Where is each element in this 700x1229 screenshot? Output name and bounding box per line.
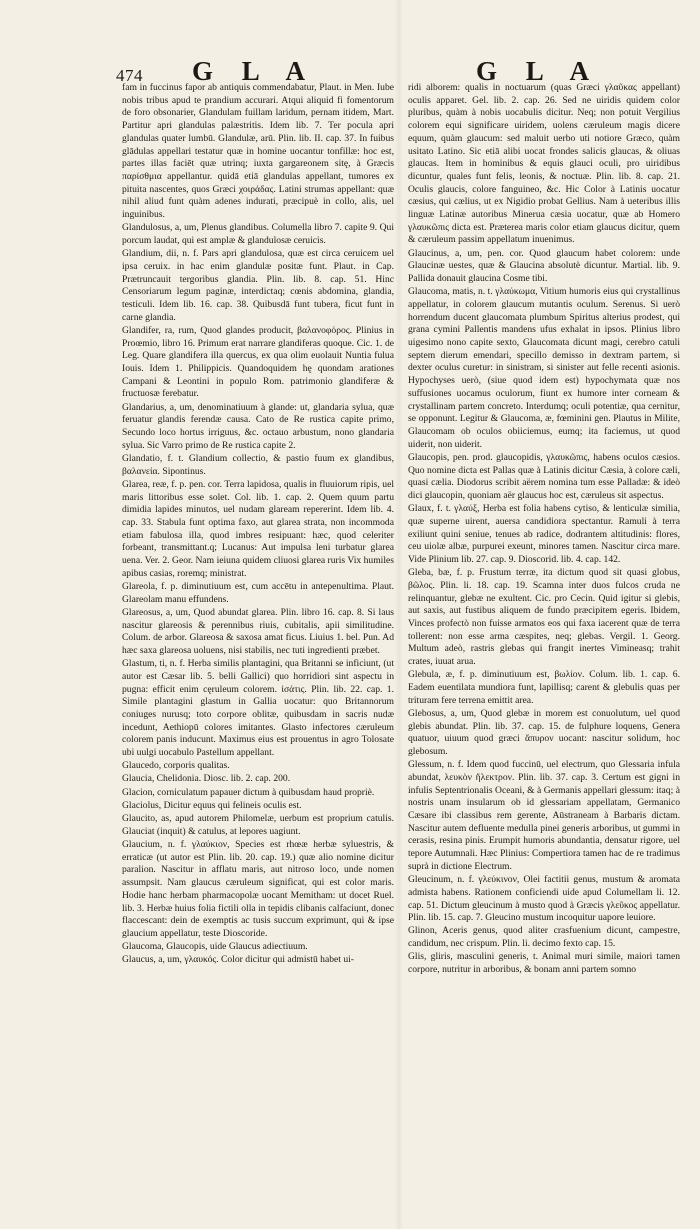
dictionary-entry: Glaucium, n. f. γλαύκιον, Species est rhœæ herbæ syluestris, & erraticæ (ut autor est Plin. lib. 20. cap. 19.) quæ alio nomine dicitur paralion. Nascitur in afflatu maris, aut nitroso loco, unde nomen assumpsit. Nam glaucus cæruleum significat, qui est color maris. Hodie hanc herbam pharmacopolæ uocant Memitham: ut docet Ruel. lib. 3. Herbæ huius folia fictili olla in tepidis clibanis calfaciunt, donec flaccescant: dein de exemptis ac tusis succum exprimunt, qui & ipse glaucium appellatur, teste Dioscoride. bbox=[122, 838, 394, 939]
dictionary-entry: Glaucedo, corporis qualitas. bbox=[122, 760, 230, 772]
dictionary-entry: Glaucito, as, apud autorem Philomelæ, uerbum est proprium catulis. Glauciat (inquit) & catulus, at lepores uagiunt. bbox=[122, 813, 394, 837]
dictionary-entry: Glaucia, Chelidonia. Diosc. lib. 2. cap. 200. bbox=[122, 773, 291, 785]
running-head-left: G L A bbox=[192, 56, 317, 86]
dictionary-entry: Glebosus, a, um, Quod glebæ in morem est conuolutum, uel quod glebis abundat. Plin. lib. 37. cap. 15. de fulphure loquens, Genera quatuor, uiuum quod græci ἄπυρον uocant: nascitur solidum, hoc glebosum. bbox=[408, 707, 680, 758]
dictionary-entry: Glandium, dii, n. f. Pars apri glandulosa, quæ est circa ceruicem uel ipsa ceruix. in hac enim glandulæ positæ funt. Plaut. in Cap. Prætruncauit tergoribus glandia. Plin. lib. 8. cap. 51. Hinc Censoriarum legum paginæ, interdictaq; cœnis abdomina, glandia, testiculi. Idem lib. 16. cap. 38. Quibusdā funt tubera, ficut funt in carne glandia. bbox=[122, 248, 394, 323]
dictionary-entry: Glaciolus, Dicitur equus qui felineis oculis est. bbox=[122, 799, 302, 811]
dictionary-entry: Glandatio, f. t. Glandium collectio, & pastio fuum ex glandibus, βαλανεία. Sipontinus. bbox=[122, 452, 394, 477]
dictionary-entry: Glastum, ti, n. f. Herba similis plantagini, qua Britanni se inficiunt, (ut autor est Cæsar lib. 5. belli Gallici) quo horridiori sint aspectu in pugna: efficit enim cęruleum colorem. ἰσάτις. Plin. lib. 22. cap. 1. Simile plantagini glastum in Gallia uocatur: quo Britannorum coniuges nurusq; toto corpore oblitæ, quibusdam in sacris nudæ incedunt, Aethiopū colores imitantes. Glasto infectores cæruleum colorem panis inducunt. Maximus eius est prouentus in agro Tolosate ubi uulgi uocabulo Pastellum appellant. bbox=[122, 658, 394, 759]
dictionary-entry: Glaucoma, matis, n. t. γλαύκωμα, Vitium humoris eius qui crystallinus appellatur, in colorem glaucum mutantis oculum. Serenus. Si uerò horrendum ducent glaucomata plumbum Spiritus alterius prodest, qui grana cymini Pallentis mandens ufus exhalat in ipsos. Plinius libro uigesimo nono capite sexto, Glaucomata dicunt magi, cerebro catuli septem dierum emendari, specillo demisso in dextram partem, si dexter oculus curetur: in sinistram, si sinister aut felle recenti asionis. Hypochyses uerò, (siue quod idem est) hypochymata quæ nos suffusiones uocamus oculorum, fiunt ex humore inter corneam & crystallinam partem concreto. Interdumq; oculi potentiæ, qua cernitur, se opponunt. Legitur & Glaucoma, æ, fœminini gen. Plautus in Milite, Glaucomam ob oculos obiiciemus, eumq; ita faciemus, ut quod uiderit, non uiderit. bbox=[408, 286, 680, 450]
running-head-right: G L A bbox=[476, 56, 601, 86]
left-column bbox=[122, 82, 394, 968]
dictionary-entry: Glaucus, a, um, γλαυκός. Color dicitur qui admistū habet ui- bbox=[122, 954, 354, 966]
dictionary-entry: Gleucinum, n. f. γλεύκινον, Olei factitii genus, mustum & aromata admista habens. Rationem conficiendi uide apud Columellam li. 12. cap. 51. Dictum gleucinum à musto quod à Græcis γλεῦκος appellatur. Plin. lib. 15. cap. 7. Gleucino mustum incoquitur uapore leuiore. bbox=[408, 874, 680, 924]
dictionary-entry: Glandulosus, a, um, Plenus glandibus. Columella libro 7. capite 9. Qui porcum laudat, qui est amplæ & glandulosæ ceruicis. bbox=[122, 222, 394, 246]
dictionary-entry: Glarea, reæ, f. p. pen. cor. Terra lapidosa, qualis in fluuiorum ripis, uel maris littoribus esse solet. Col. lib. 1. cap. 2. Quem quum partu dimidia lapides minutos, uel nudam glaream repererint. Idem lib. 4. cap. 33. Stabula funt optima faxo, aut glarea strata, non incommoda etiam fabulosa illa, quod imbres resipuant: hæc, quod celeriter forbeant, transmittant.q; Lucanus: Aut impulsa leni turbatur glarea uena. Ver. 2. Geor. Nam ieiuna quidem cliuosi glarea ruris Vix humiles apibus casias, roremq; ministrat. bbox=[122, 478, 394, 579]
dictionary-entry: Glebula, æ, f. p. diminutiuum est, βωλίον. Colum. lib. 1. cap. 6. Eadem euentilata mundiora funt, lapillisq; carent & glebulis quas per trituram fere terrena emittit area. bbox=[408, 669, 680, 706]
dictionary-entry: Glaucinus, a, um, pen. cor. Quod glaucum habet colorem: unde Glaucinæ uestes, quæ & Glaucina absolutè dicuntur. Martial. lib. 9. Pallida donauit glaucina Cosme tibi. bbox=[408, 247, 680, 285]
dictionary-entry: Glaucoma, Glaucopis, uide Glaucus adiectiuum. bbox=[122, 941, 308, 953]
dictionary-entry: Glandifer, ra, rum, Quod glandes producit, βαλανοφόρος. Plinius in Proœmio, libro 16. Primum erat narrare glandiferas quoque. Cic. 1. de Leg. Quare glandifera illa quercus, ex qua olim euolauit Nuntia fulua Iouis. Idem 1. Philippicis. Quandoquidem hę quondam arationes Campani & Leontini in populo Rom. patrimonio glandiferæ & fructuosæ ferebatur. bbox=[122, 324, 394, 400]
dictionary-entry: Glis, gliris, masculini generis, t. Animal muri simile, maiori tamen corpore, nutritur in arboribus, & bonam anni partem somno bbox=[408, 951, 680, 976]
dictionary-entry: Glaucopis, pen. prod. glaucopidis, γλαυκῶπις, habens oculos cæsios. Quo nomine dicta est Pallas quæ à Latinis dicitur Cæsia, à colore cæli, quasi cælia. Diodorus scribit aërem nomina tum esse Palladæ: & ideò dici glaucopin, quoniam aër glaucus hoc est, cæruleus sit aspectus. bbox=[408, 451, 680, 501]
dictionary-entry: Glandarius, a, um, denominatiuum à glande: ut, glandaria sylua, quæ feruatur glandis ferendæ causa. Cato de Re rustica capite primo, Secundo loco hortus irriguus, &c. octauo arbustum, nono glandaria sylua. Sic Varro primo de Re rustica capite 2. bbox=[122, 401, 394, 451]
dictionary-entry: fam in fuccinus fapor ab antiquis commendabatur, Plaut. in Men. Iube nobis tribus apud te prandium accurari. Atqui aliquid fi fomentorum de foro obsonarier, Glandulam fuillam laridum, pernam itidem, Mart. Partitur apri glandulas palæstritis. Idem lib. 7. Ter pocula apri glandulas quater lumbū. Glandulæ, arū. Plin. lib. II. cap. 37. In fuibus glādulas appellari testatur quæ in homine uocantur tonfillæ: hoc est, partes illas faciēt quæ utrinq; iuxta gargareonem sitę, à Græcis παρίσθμια appellantur. quidā etiā glandulas appellant, tumores ex pituita nascentes, quos Græci χοιράδας. Latini strumas appellant: quæ nihil aliud funt quàm adenes indurati, præcipuè in collo, alis, uel inguinibus. bbox=[122, 82, 394, 221]
dictionary-entry: Glessum, n. f. Idem quod fuccinū, uel electrum, quo Glessaria infula abundat, λευκὸν ἤλεκτρον. Plin. lib. 37. cap. 3. Certum est gigni in infulis Septentrionalis Oceani, & à Germanis appellari glessum: itaq; à nostris unam insularum ob id glessariam appellatam, Germanico Cæsare ibi classibus rem gerente, Aūstraneam à Barbaris dictam. Nascitur autem defluente medulla pinei generis arboribus, ut gummi in cerasis, resina pinis. Erumpit humoris abundantia, densatur rigore, uel tepore Autumnali. Hæc Plinius: Compertiora tamen hac de re tradimus suprà in dictione Electrum. bbox=[408, 759, 680, 872]
right-column bbox=[408, 82, 680, 977]
dictionary-entry: Glareosus, a, um, Quod abundat glarea. Plin. libro 16. cap. 8. Si laus nascitur glareosis & perennibus riuis, cubitalis, apii similitudine. Colum. de arbor. Glareosa & saxosa amat ficus. Liuius 1. bel. Pun. Ad hæc saxa glareosa uoluens, nisi stabilis, nec tuti ingredienti præbet. bbox=[122, 606, 394, 656]
dictionary-entry: ridi alborem: qualis in noctuarum (quas Græci γλαῦκας appellant) oculis apparet. Gel. lib. 2. cap. 26. Sed ne uiridis quidem color pluribus, quàm à nobis uocabulis dicitur. Neq; non potuit Vergilius colorem equi significare uiridem, uolens cæruleum magis dicere equum, quàm glaucum: sed maluit uerbo uti notiore Græco, quàm usitato Latino. Sic etiā alibi uocat frondes salicis glaucas, & oliuas glaucas. Item in hominibus & equis glauci oculi, pro uiridibus dicuntur, quales funt felis, leonis, & noctuæ. Plin. lib. 8. cap. 21. Oculis glaucis, colore fanguineo, &c. Hic Color à Latinis uocatur cæsius, qui cælius, ut ex Nigidio probat Gellius. Nam à ueteribus illis linguæ Latinæ autoribus Minerua cæsia uocatur, quæ ab Homero γλαυκῶπις dicta est. Præterea maris color etiam glaucus dicitur, quem & cæruleum passim appellatum inuenimus. bbox=[408, 82, 680, 246]
dictionary-entry: Glacion, corniculatum papauer dictum à quibusdam haud propriè. bbox=[122, 786, 375, 798]
dictionary-entry: Glaux, f. t. γλαύξ, Herba est folia habens cytiso, & lenticulæ similia, quæ superne uirent, auersa candidiora spectantur. Ramuli à terra exiliunt quini seniue, tenues ab radice, dodrantem altitudinis: flores, ceu uiolæ albæ, purpurei exeunt, minores tamen. Nascitur circa mare. Vide Plinium lib. 27. cap. 9. Dioscorid. lib. 4. cap. 142. bbox=[408, 503, 680, 566]
dictionary-entry: Gleba, bæ, f. p. Frustum terræ, ita dictum quod sit quasi globus, βῶλος. Plin. li. 18. cap. 19. Scamna inter duos fulcos cruda ne relinquantur, glebæ ne exultent. Cic. pro Cecin. Quid igitur si glebis, aut saxis, aut fustibus aliquem de fundo præcipitem egeris. Ibidem, Vinces profectò non fuisse armatos eos qui faxa iacerent quæ de terra tollerent: non esse arma cæspites, neq; glebas. Vergil. 1. Georg. Multum adeò, rastris glebas qui frangit inertes Vimineasq; trahit crates, iuuat arua. bbox=[408, 567, 680, 668]
dictionary-entry: Glinon, Aceris genus, quod aliter crasfuenium dicunt, campestre, candidum, nec crispum. Plin. li. decimo fexto cap. 15. bbox=[408, 925, 680, 950]
dictionary-entry: Glareola, f. p. diminutiuum est, cum accētu in antepenultima. Plaut. Glareolam manu effundens. bbox=[122, 580, 394, 605]
page-fold-shadow bbox=[395, 0, 403, 1229]
page-number: 474 bbox=[116, 66, 143, 85]
